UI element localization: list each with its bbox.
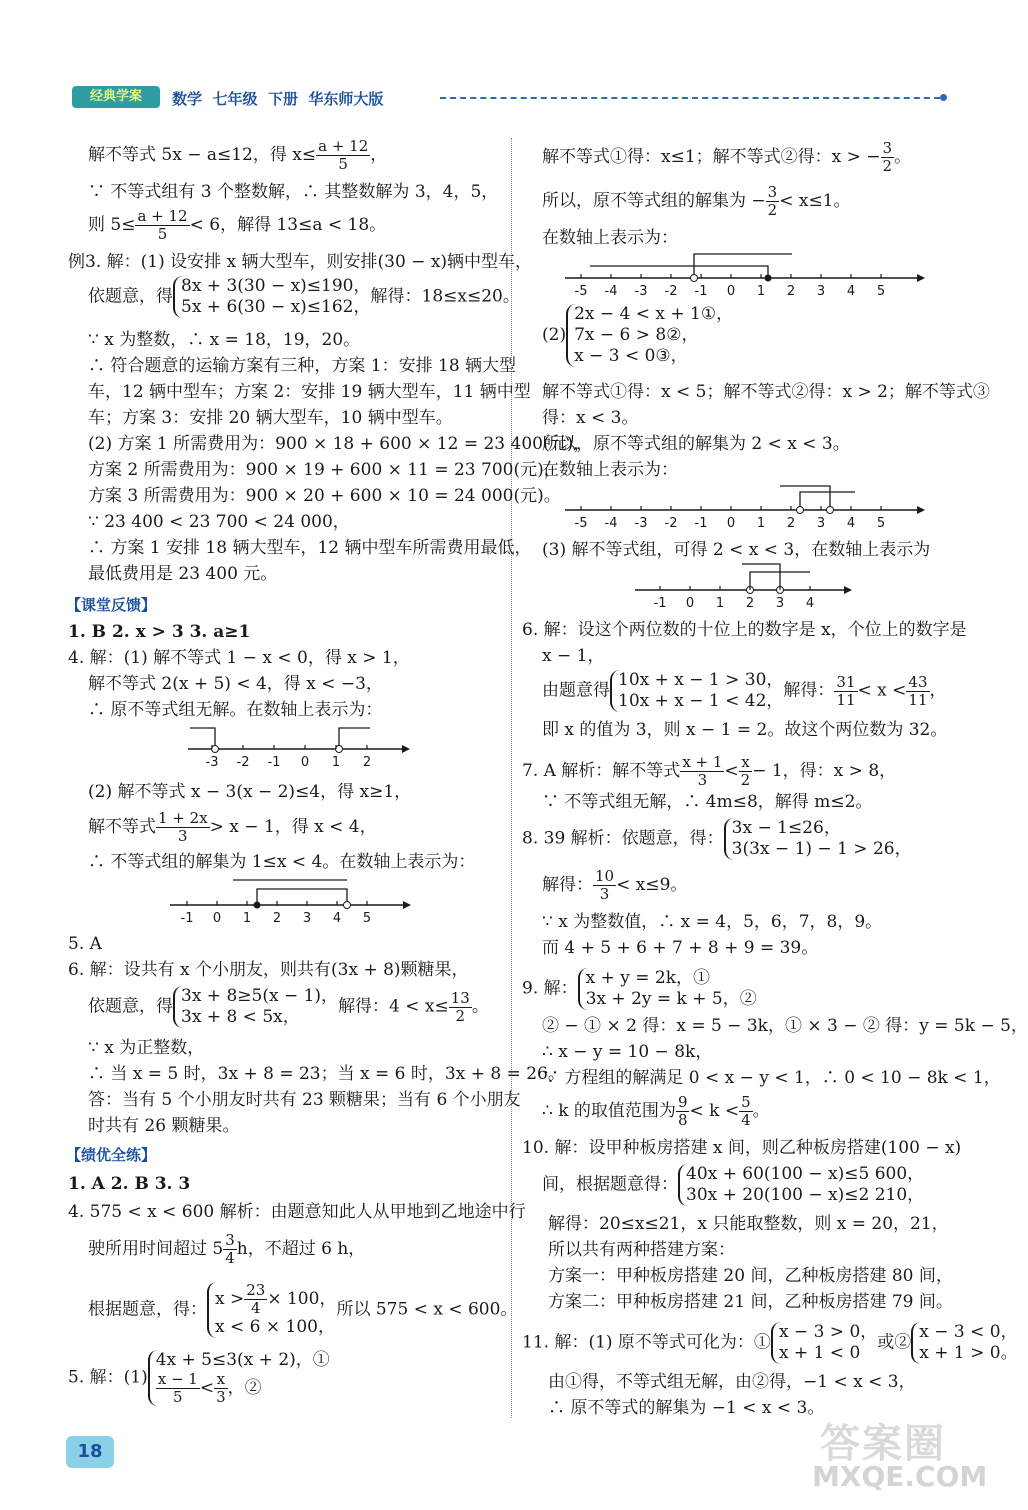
watermark-url: MXQE.COM <box>812 1460 988 1493</box>
tick-label: 3 <box>816 516 826 531</box>
tick-label: -4 <box>604 516 618 531</box>
tick-label: 3 <box>302 911 312 926</box>
equation-system: 3x + 8≥5(x − 1)， 3x + 8 < 5x， <box>173 986 338 1028</box>
text-line: 5. A <box>68 934 102 954</box>
equation-system: x + y = 2k，① 3x + 2y = k + 5，② <box>578 968 757 1010</box>
number-line-5 <box>630 556 860 614</box>
text-line: 得：x < 3。 <box>542 408 639 428</box>
tick-label: -1 <box>267 755 281 770</box>
text-line: (3) 解不等式组，可得 2 < x < 3，在数轴上表示为 <box>542 540 931 560</box>
equation-system: x − 3 < 0， x + 1 > 0。 <box>911 1322 1017 1364</box>
number-line-2 <box>165 872 415 930</box>
text-line: 而 4 + 5 + 6 + 7 + 8 + 9 = 39。 <box>542 938 819 958</box>
tick-label: 1 <box>756 284 766 299</box>
watermark-logo: 答案圈 <box>820 1421 946 1467</box>
text-line: 6. 解：设共有 x 个小朋友，则共有(3x + 8)颗糖果， <box>68 960 469 980</box>
text-line: 在数轴上表示为： <box>542 228 678 248</box>
tick-label: 3 <box>816 284 826 299</box>
tick-label: -3 <box>634 284 648 299</box>
tick-label: 2 <box>362 755 372 770</box>
equation-system: 40x + 60(100 − x)≤5 600， 30x + 20(100 − x)≤2 210， <box>678 1164 924 1206</box>
tick-label: 5 <box>876 516 886 531</box>
tick-label: 2 <box>272 911 282 926</box>
text-line: 所以，原不等式组的解集为 2 < x < 3。 <box>542 434 850 454</box>
tick-label: -4 <box>604 284 618 299</box>
tick-label: 3 <box>775 596 785 611</box>
text-line: 方案 2 所需费用为：900 × 19 + 600 × 11 = 23 700(元)， <box>88 460 561 480</box>
fraction: $\frac{a + 12}{5}$ <box>137 207 188 243</box>
solution-ray-right <box>339 728 370 749</box>
text-line: x − 1， <box>542 646 605 666</box>
text-line: ∵ x 为整数，∴ x = 18，19，20。 <box>88 330 361 350</box>
fraction: $\frac{3}{4}$ <box>225 1231 235 1267</box>
text-line: ∵ x 为整数值，∴ x = 4，5，6，7，8，9。 <box>542 912 883 932</box>
header-dot <box>940 94 947 101</box>
text-line: 所以共有两种搭建方案： <box>548 1240 735 1260</box>
fraction: $\frac{a + 12}{5}$ <box>318 137 369 173</box>
tick-label: 5 <box>362 911 372 926</box>
tick-label: 0 <box>726 516 736 531</box>
fraction: $\frac{9}{8}$ <box>677 1093 688 1129</box>
text-line: ② − ① × 2 得：x = 5 − 3k，① × 3 − ② 得：y = 5k − 5， <box>542 1016 1028 1036</box>
text-line: 4. 575 < x < 600 解析：由题意知此人从甲地到乙地途中行 <box>68 1202 526 1222</box>
tick-label: -1 <box>694 284 708 299</box>
text-line: ∴ 符合题意的运输方案有三种，方案 1：安排 18 辆大型 <box>88 356 517 376</box>
fraction: $\frac{43}{11}$ <box>908 672 928 709</box>
text-line: ∴ 原不等式组无解。在数轴上表示为： <box>88 700 383 720</box>
equation-system: x − 3 > 0， x + 1 < 0 <box>771 1322 877 1364</box>
tick-label: -1 <box>694 516 708 531</box>
equation-system: 10x + x − 1 > 30， 10x + x − 1 < 42， <box>610 670 783 712</box>
tick-label: 1 <box>756 516 766 531</box>
axis-arrow <box>844 586 852 594</box>
solution-bracket <box>257 889 347 905</box>
fraction: $\frac{23}{4}$ <box>246 1281 266 1317</box>
number-line-3 <box>560 246 930 302</box>
text-line: 解不等式 2(x + 5) < 4，得 x < −3， <box>88 674 383 694</box>
fraction: $\frac{x}{3}$ <box>216 1370 226 1406</box>
page-number: 18 <box>66 1436 114 1468</box>
text-line: 由①得，不等式组无解，由②得，−1 < x < 3， <box>548 1372 916 1392</box>
closed-point <box>254 902 261 909</box>
equation-system: 8x + 3(30 − x)≤190， 5x + 6(30 − x)≤162， <box>173 276 371 318</box>
open-point <box>344 902 351 909</box>
text-line: 解得： $\frac{10}{3}$ < x≤9。 <box>542 867 688 903</box>
solution-ray-left <box>190 728 215 749</box>
equation-system: 3x − 1≤26， 3(3x − 1) − 1 > 26， <box>724 818 912 860</box>
solution-ray-left <box>780 486 830 510</box>
section-heading-practice: 【绩优全练】 <box>66 1146 157 1164</box>
text-line: 方案二：甲种板房搭建 21 间，乙种板房搭建 79 间。 <box>548 1292 953 1312</box>
text-line: 在数轴上表示为： <box>542 460 678 480</box>
text-line: 最低费用是 23 400 元。 <box>88 564 278 584</box>
text-line: ∴ k 的取值范围为 $\frac{9}{8}$ < k < $\frac{5}{4}$ 。 <box>542 1093 770 1129</box>
text-line: (2) 解不等式 x − 3(x − 2)≤4，得 x≥1， <box>88 782 412 802</box>
text-line: 则 5≤ $\frac{a + 12}{5}$ < 6，解得 13≤a < 18。 <box>88 207 387 243</box>
text-line: ∵ 23 400 < 23 700 < 24 000， <box>88 512 350 532</box>
closed-point <box>765 275 772 282</box>
text-line: 由题意得 10x + x − 1 > 30， 10x + x − 1 < 42， 解得： $\frac{31}{11}$ < x < $\frac{43}{11}$ ， <box>542 670 947 711</box>
equation-system: 2x − 4 < x + 1①， 7x − 6 > 8②， x − 3 < 0③， <box>566 304 733 367</box>
header-edition: 华东师大版 <box>308 90 384 108</box>
number-line-1 <box>180 722 420 782</box>
text-line: 解得：20≤x≤21，x 只能取整数，则 x = 20，21， <box>548 1214 949 1234</box>
tick-label: -3 <box>634 516 648 531</box>
text-line: 间，根据题意得： 40x + 60(100 − x)≤5 600， 30x + 20(100 − x)≤2 210， <box>542 1164 925 1205</box>
text-line: 8. 39 解析：依题意，得： 3x − 1≤26， 3(3x − 1) − 1 > 26， <box>522 818 912 859</box>
text-line: 车；方案 3：安排 20 辆大型车，10 辆中型车。 <box>88 408 453 428</box>
tick-label: -2 <box>236 755 250 770</box>
tick-label: 0 <box>212 911 222 926</box>
text-line: 解不等式①得：x≤1；解不等式②得：x > − $\frac{3}{2}$ 。 <box>542 139 912 175</box>
tick-label: 2 <box>786 516 796 531</box>
header-volume: 下册 <box>267 90 298 108</box>
text-line: 所以，原不等式组的解集为 − $\frac{3}{2}$ < x≤1。 <box>542 183 851 219</box>
fraction: $\frac{3}{2}$ <box>767 183 778 219</box>
tick-label: 4 <box>846 284 856 299</box>
tick-label: -5 <box>574 516 588 531</box>
text-line: 解不等式①得：x < 5；解不等式②得：x > 2；解不等式③ <box>542 382 990 402</box>
text-line: ∴ 原不等式的解集为 −1 < x < 3。 <box>548 1398 825 1418</box>
tick-label: 0 <box>726 284 736 299</box>
fraction: $\frac{x + 1}{3}$ <box>682 753 723 789</box>
solution-ray-left <box>590 266 768 278</box>
text-line: 根据题意，得： x > $\frac{23}{4}$ × 100， x < 6 × 100， 所以 575 < x < 600。 <box>88 1281 518 1337</box>
equation-system: x > $\frac{23}{4}$ × 100， x < 6 × 100， <box>207 1282 336 1338</box>
text-line: ∵ x 为正整数， <box>88 1038 205 1058</box>
text-line: 解不等式 $\frac{1 + 2x}{3}$ > x − 1，得 x < 4， <box>88 809 377 845</box>
text-line: 答：当有 5 个小朋友时共有 23 颗糖果；当有 6 个小朋友 <box>88 1090 521 1110</box>
tick-label: 0 <box>685 596 695 611</box>
fraction: $\frac{5}{4}$ <box>741 1093 751 1129</box>
axis-arrow <box>402 745 410 753</box>
text-line: ∵ 不等式组无解，∴ 4m≤8，解得 m≤2。 <box>542 792 873 812</box>
text-line: 解不等式 5x − a≤12，得 x≤ $\frac{a + 12}{5}$ ， <box>88 137 388 173</box>
text-line: ∵ 方程组的解满足 0 < x − y < 1，∴ 0 < 10 − 8k < 1， <box>542 1068 1001 1088</box>
header-grade: 七年级 <box>212 90 258 108</box>
fraction: $\frac{x - 1}{5}$ <box>157 1370 198 1406</box>
text-line: ∴ 不等式组的解集为 1≤x < 4。在数轴上表示为： <box>88 852 476 872</box>
text-line: 例3. 解：(1) 设安排 x 辆大型车，则安排(30 − x)辆中型车， <box>68 252 533 272</box>
text-line: 依题意，得 3x + 8≥5(x − 1)， 3x + 8 < 5x， 解得：4 < x≤ $\frac{13}{2}$ 。 <box>88 986 489 1027</box>
text-line: 7. A 解析：解不等式 $\frac{x + 1}{3}$ < $\frac{x}{2}$ − 1，得：x > 8， <box>522 753 897 789</box>
text-line: 驶所用时间超过 5 $\frac{3}{4}$ h，不超过 6 h， <box>88 1231 366 1267</box>
column-divider <box>511 138 512 1418</box>
tick-label: -1 <box>653 596 667 611</box>
axis-arrow <box>917 506 925 514</box>
text-line: 车，12 辆中型车；方案 2：安排 19 辆大型车，11 辆中型 <box>88 382 531 402</box>
text-line: 即 x 的值为 3，则 x − 1 = 2。故这个两位数为 32。 <box>542 720 948 740</box>
tick-label: 2 <box>745 596 755 611</box>
text-line: (2) 方案 1 所需费用为：900 × 18 + 600 × 12 = 23 400(元)， <box>88 434 591 454</box>
text-line: 时共有 26 颗糖果。 <box>88 1116 240 1136</box>
text-line: 10. 解：设甲种板房搭建 x 间，则乙种板房搭建(100 − x) <box>522 1138 962 1158</box>
tick-label: 0 <box>300 755 310 770</box>
tick-label: 5 <box>876 284 886 299</box>
text-line: 4. 解：(1) 解不等式 1 − x < 0，得 x > 1， <box>68 648 410 668</box>
fraction: $\frac{x}{2}$ <box>740 753 751 789</box>
text-line: 1. B 2. x > 3 3. a≥1 <box>68 622 251 642</box>
tick-label: 2 <box>786 284 796 299</box>
text-line: ∴ x − y = 10 − 8k， <box>542 1042 713 1062</box>
text-line: 9. 解： x + y = 2k，① 3x + 2y = k + 5，② <box>522 968 757 1009</box>
text-line: ∴ 当 x = 5 时，3x + 8 = 23；当 x = 6 时，3x + 8 = 26。 <box>88 1064 565 1084</box>
text-line: 依题意，得 8x + 3(30 − x)≤190， 5x + 6(30 − x)≤162， 解得：18≤x≤20。 <box>88 276 520 317</box>
tick-label: 4 <box>846 516 856 531</box>
header-dashed-rule <box>440 97 940 99</box>
tick-label: -5 <box>574 284 588 299</box>
open-point <box>691 275 698 282</box>
text-line: 方案一：甲种板房搭建 20 间，乙种板房搭建 80 间， <box>548 1266 953 1286</box>
header-title <box>172 88 383 109</box>
fraction: $\frac{3}{2}$ <box>882 139 893 175</box>
text-line: 方案 3 所需费用为：900 × 20 + 600 × 10 = 24 000(元)。 <box>88 486 561 506</box>
tick-label: 1 <box>715 596 725 611</box>
equation-system: 4x + 5≤3(x + 2)，① $\frac{x - 1}{5}$ < $\frac{x}{3}$ ，② <box>148 1350 330 1406</box>
tick-label: -2 <box>664 516 678 531</box>
solution-ray-left <box>742 564 780 590</box>
text-line: (2) 2x − 4 < x + 1①， 7x − 6 > 8②， x − 3 < 0③， <box>542 304 734 366</box>
text-line: ∵ 不等式组有 3 个整数解，∴ 其整数解为 3，4，5， <box>88 182 499 202</box>
fraction: $\frac{31}{11}$ <box>836 672 856 709</box>
tick-label: -1 <box>180 911 194 926</box>
text-line: 6. 解：设这个两位数的十位上的数字是 x，个位上的数字是 <box>522 620 967 640</box>
fraction: $\frac{13}{2}$ <box>450 988 470 1025</box>
open-point <box>827 507 834 514</box>
open-point <box>797 507 804 514</box>
tick-label: 1 <box>242 911 252 926</box>
tick-label: -2 <box>664 284 678 299</box>
tick-label: -3 <box>205 755 219 770</box>
tick-label: 1 <box>331 755 341 770</box>
text-line: 1. A 2. B 3. 3 <box>68 1174 191 1194</box>
axis-arrow <box>403 901 411 909</box>
fraction: $\frac{1 + 2x}{3}$ <box>158 809 208 845</box>
text-line: 5. 解：(1) 4x + 5≤3(x + 2)，① $\frac{x - 1}{5}$ < $\frac{x}{3}$ ，② <box>68 1350 330 1406</box>
section-heading-feedback: 【课堂反馈】 <box>66 596 157 614</box>
text-line: 11. 解：(1) 原不等式可化为：① x − 3 > 0， x + 1 < 0 或② x − 3 < 0， x + 1 > 0。 <box>522 1322 1018 1363</box>
axis-arrow <box>917 274 925 282</box>
header-logo: 经典学案 <box>72 86 160 108</box>
text-line: ∴ 方案 1 安排 18 辆大型车，12 辆中型车所需费用最低， <box>88 538 532 558</box>
tick-label: 4 <box>805 596 815 611</box>
header-subject: 数学 <box>172 90 203 108</box>
tick-label: 4 <box>332 911 342 926</box>
fraction: $\frac{10}{3}$ <box>595 867 615 903</box>
number-line-4 <box>560 478 930 534</box>
